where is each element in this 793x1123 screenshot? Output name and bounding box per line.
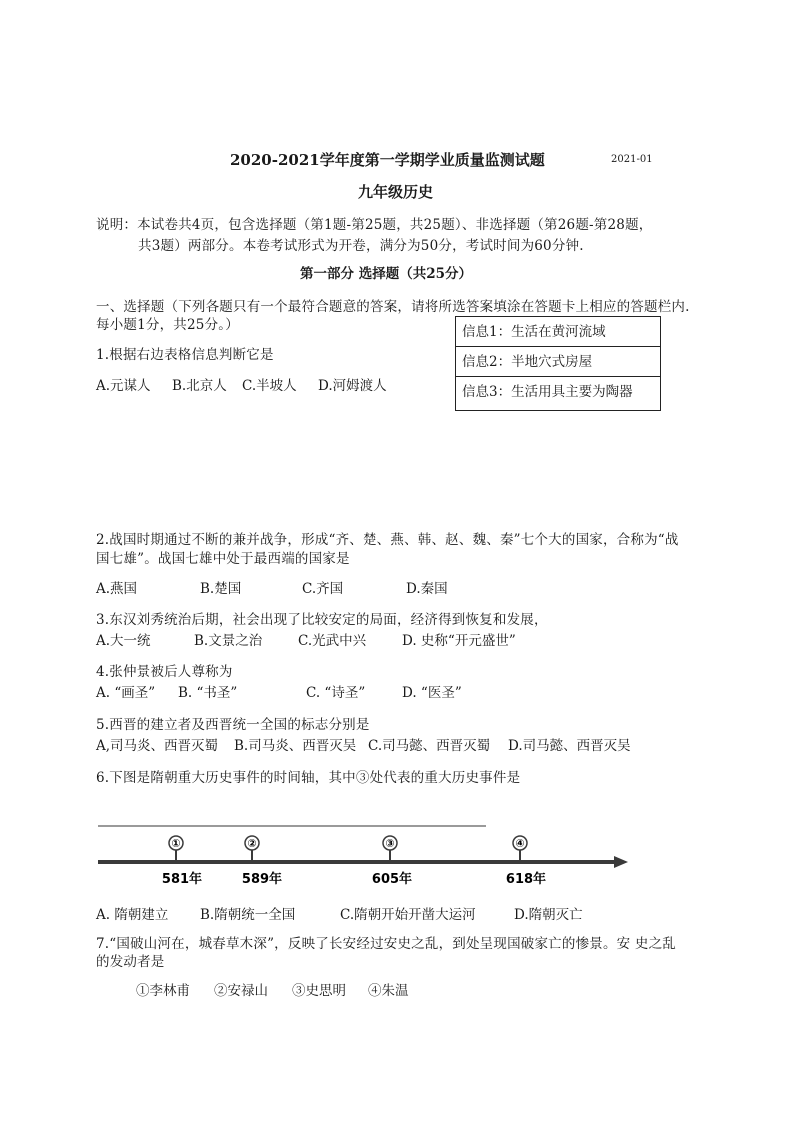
q2-option-d: D.秦国 — [406, 581, 448, 597]
question-5-stem: 5.西晋的建立者及西晋统一全国的标志分别是 — [96, 717, 370, 733]
q2-option-c: C.齐国 — [302, 581, 344, 597]
timeline-marker-3 — [383, 836, 397, 862]
q3-option-b: B.文景之治 — [194, 633, 263, 649]
q7-option-4: ④朱温 — [368, 983, 409, 999]
timeline-arrow-icon — [614, 856, 628, 868]
q2-option-a: A.燕国 — [96, 581, 138, 597]
timeline-marker-2 — [245, 836, 259, 862]
instructions-line-1: 说明：本试卷共4页，包含选择题（第1题-第25题，共25题）、非选择题（第26题-第28题， — [96, 217, 653, 233]
q5-option-d: D.司马懿、西晋灭吴 — [508, 738, 631, 754]
q6-option-c: C.隋朝开始开凿大运河 — [340, 907, 476, 923]
question-1-stem: 1.根据右边表格信息判断它是 — [96, 347, 274, 363]
part1-intro-line-2: 每小题1分，共25分。） — [96, 317, 239, 333]
timeline-diagram — [96, 824, 636, 890]
q5-option-b: B.司马炎、西晋灭吴 — [234, 738, 357, 754]
table-row — [456, 377, 661, 411]
info-table — [455, 316, 661, 411]
timeline-year-label: 618年 — [505, 872, 547, 887]
q4-option-d: D. “医圣” — [402, 685, 462, 701]
q7-option-3: ③史思明 — [292, 983, 346, 999]
question-4-stem: 4.张仲景被后人尊称为 — [96, 664, 233, 680]
q1-option-a: A.元谋人 — [96, 378, 151, 394]
q5-option-a: A,司马炎、西晋灭蜀 — [96, 738, 219, 754]
q1-option-d: D.河姆渡人 — [318, 378, 387, 394]
info-cell-2: 信息2：半地穴式房屋 — [456, 347, 661, 377]
timeline-marker-label: ① — [171, 837, 181, 850]
q4-option-c: C. “诗圣” — [306, 685, 366, 701]
q4-option-b: B. “书圣” — [178, 685, 238, 701]
q3-option-c: C.光武中兴 — [298, 633, 367, 649]
q3-option-a: A.大一统 — [96, 633, 151, 649]
table-row — [456, 347, 661, 377]
exam-subtitle: 九年级历史 — [358, 183, 434, 201]
q6-option-a: A. 隋朝建立 — [96, 907, 169, 923]
timeline-year-label: 581年 — [161, 872, 203, 887]
q2-option-b: B.楚国 — [200, 581, 242, 597]
q5-option-c: C.司马懿、西晋灭蜀 — [368, 738, 491, 754]
timeline-marker-label: ④ — [515, 837, 525, 850]
info-cell-3: 信息3：生活用具主要为陶器 — [456, 377, 661, 411]
q3-option-d: D. 史称“开元盛世” — [402, 633, 516, 649]
exam-date: 2021-01 — [611, 154, 653, 165]
q4-option-a: A. “画圣” — [96, 685, 156, 701]
q6-option-d: D.隋朝灭亡 — [514, 907, 583, 923]
table-row — [456, 317, 661, 347]
question-3-stem: 3.东汉刘秀统治后期，社会出现了比较安定的局面，经济得到恢复和发展， — [96, 612, 548, 628]
q1-option-c: C.半坡人 — [242, 378, 297, 394]
timeline-year-label: 605年 — [371, 872, 413, 887]
question-6-stem: 6.下图是隋朝重大历史事件的时间轴，其中③处代表的重大历史事件是 — [96, 770, 521, 786]
timeline-marker-4 — [513, 836, 527, 862]
part1-title: 第一部分 选择题（共25分） — [300, 266, 472, 282]
timeline-marker-label: ② — [247, 837, 257, 850]
timeline-marker-1 — [169, 836, 183, 862]
question-2-stem-1: 2.战国时期通过不断的兼并战争，形成“齐、楚、燕、韩、赵、魏、秦”七个大的国家，合称为“战 — [96, 532, 679, 548]
instructions-line-2: 共3题）两部分。本卷考试形式为开卷，满分为50分，考试时间为60分钟. — [138, 238, 584, 254]
info-cell-1: 信息1：生活在黄河流域 — [456, 317, 661, 347]
q7-option-1: ①李林甫 — [136, 983, 190, 999]
part1-intro-line-1: 一、选择题（下列各题只有一个最符合题意的答案，请将所选答案填涂在答题卡上相应的答题栏内. — [96, 299, 690, 315]
q7-option-2: ②安禄山 — [214, 983, 268, 999]
q1-option-b: B.北京人 — [172, 378, 227, 394]
timeline-marker-label: ③ — [385, 837, 395, 850]
question-7-stem-1: 7.“国破山河在，城春草木深”，反映了长安经过安史之乱，到处呈现国破家亡的惨景。安 史之乱 — [96, 936, 676, 952]
question-2-stem-2: 国七雄”。战国七雄中处于最西端的国家是 — [96, 551, 350, 567]
exam-title: 2020-2021学年度第一学期学业质量监测试题 — [230, 151, 545, 169]
timeline-year-label: 589年 — [241, 872, 283, 887]
question-7-stem-2: 的发动者是 — [96, 954, 165, 970]
q6-option-b: B.隋朝统一全国 — [200, 907, 296, 923]
